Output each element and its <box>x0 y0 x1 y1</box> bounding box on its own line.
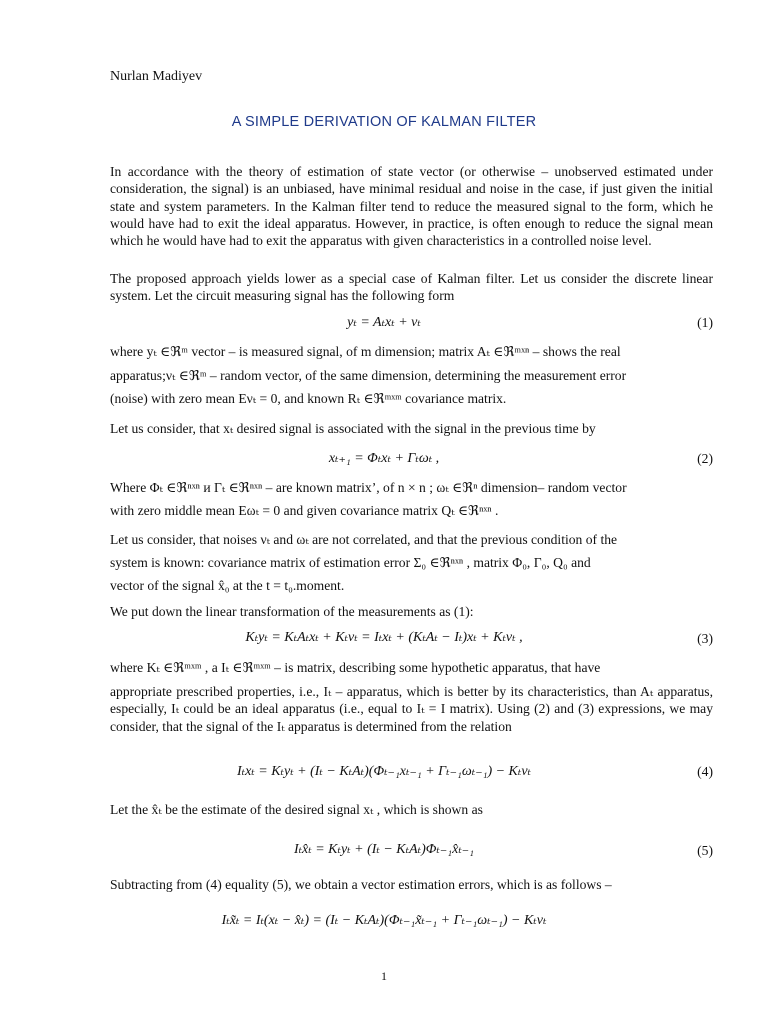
equation-4-number: (4) <box>697 764 713 779</box>
text-line-where-3: (noise) with zero mean Eνₜ = 0, and known Rₜ ∈ℜᵐˣᵐ covariance matrix. <box>110 391 507 406</box>
paragraph-apparatus: appropriate prescribed properties, i.e., Iₜ – apparatus, which is better by its characteristics, than Aₜ apparatus, especially, Iₜ could be an ideal apparatus (i.e., equal to Iₜ = I matrix). Using (2) and (3) expressions, we may consider, that the signal of the Iₜ apparatus is determined from the relation <box>110 684 713 734</box>
equation-4: Iₜxₜ = Kₜyₜ + (Iₜ − KₜAₜ)(Φₜ₋₁xₜ₋₁ + Γₜ₋₁ωₜ₋₁) − Kₜνₜ <box>236 764 532 779</box>
text-line-let-estimate: Let the x̂ₜ be the estimate of the desired signal xₜ , which is shown as <box>110 802 483 817</box>
equation-2: xₜ₊₁ = Φₜxₜ + Γₜωₜ , <box>328 451 440 466</box>
paper-title: A SIMPLE DERIVATION OF KALMAN FILTER <box>231 114 537 130</box>
equation-1-number: (1) <box>697 315 713 330</box>
equation-6: Iₜx̃ₜ = Iₜ(xₜ − x̂ₜ) = (Iₜ − KₜAₜ)(Φₜ₋₁x̃ₜ₋₁ + Γₜ₋₁ωₜ₋₁) − Kₜνₜ <box>221 913 547 928</box>
equation-3: Kₜyₜ = KₜAₜxₜ + Kₜνₜ = Iₜxₜ + (KₜAₜ − Iₜ)xₜ + Kₜνₜ , <box>245 630 523 645</box>
equation-3-number: (3) <box>697 631 713 646</box>
text-line-noise-2: system is known: covariance matrix of estimation error Σ₀ ∈ℜⁿˣⁿ , matrix Φ₀, Γ₀, Q₀ and <box>110 555 591 570</box>
text-line-putdown: We put down the linear transformation of the measurements as (1): <box>110 604 474 619</box>
text-line-noise-1: Let us consider, that noises νₜ and ωₜ are not correlated, and that the previous condition of the <box>110 532 618 547</box>
equation-5: Iₜx̂ₜ = Kₜyₜ + (Iₜ − KₜAₜ)Φₜ₋₁x̂ₜ₋₁ <box>293 842 475 857</box>
author-name: Nurlan Madiyev <box>110 69 203 84</box>
text-line-consider: Let us consider, that xₜ desired signal is associated with the signal in the previous time by <box>110 421 596 436</box>
text-line-where-6: where Kₜ ∈ℜᵐˣᵐ , a Iₜ ∈ℜᵐˣᵐ – is matrix, describing some hypothetic apparatus, that have <box>110 660 601 675</box>
text-line-where-1: where yₜ ∈ℜᵐ vector – is measured signal, of m dimension; matrix Aₜ ∈ℜᵐˣⁿ – shows the real <box>110 344 621 359</box>
text-line-where-4: Where Φₜ ∈ℜⁿˣⁿ и Γₜ ∈ℜⁿˣⁿ – are known matrix’, of n × n ; ωₜ ∈ℜⁿ dimension– random vector <box>110 480 627 495</box>
equation-5-number: (5) <box>697 843 713 858</box>
text-line-where-2: apparatus;νₜ ∈ℜᵐ – random vector, of the same dimension, determining the measurement error <box>110 368 627 383</box>
paragraph-intro: In accordance with the theory of estimation of state vector (or otherwise – unobserved estimated under consideration, the signal) is an unbiased, have minimal residual and noise in the case, if just given the initial state and system parameters. In the Kalman filter tend to reduce the measured signal to the form, which he would have had to exit the ideal apparatus. However, in practice, is often enough to reduce the signal mean which he would have had to exit the apparatus with given characteristics in a controlled noise level. <box>110 164 713 249</box>
text-line-where-5: with zero middle mean Eωₜ = 0 and given covariance matrix Qₜ ∈ℜⁿˣⁿ . <box>110 503 499 518</box>
equation-2-number: (2) <box>697 451 713 466</box>
text-line-subtract: Subtracting from (4) equality (5), we obtain a vector estimation errors, which is as follows – <box>110 877 612 892</box>
equation-1: yₜ = Aₜxₜ + νₜ <box>347 315 421 330</box>
page-number: 1 <box>381 969 387 983</box>
text-line-noise-3: vector of the signal x̂₀ at the t = t₀.moment. <box>110 578 345 593</box>
paragraph-approach: The proposed approach yields lower as a special case of Kalman filter. Let us consider the discrete linear system. Let the circuit measuring signal has the following form <box>110 271 713 304</box>
